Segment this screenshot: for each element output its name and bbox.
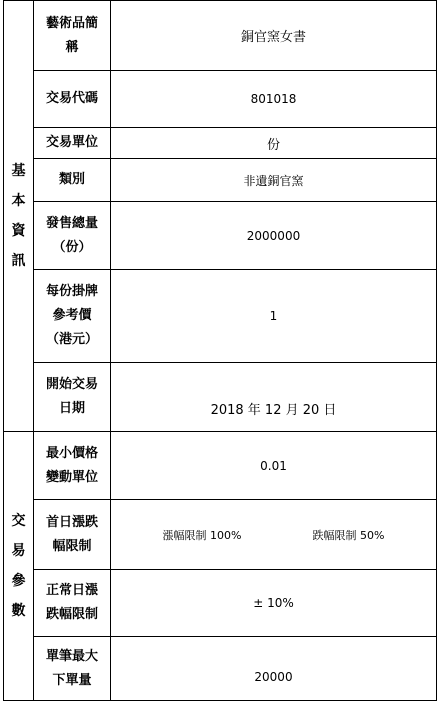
value-firstday-down: 跌幅限制 50% [312,528,385,542]
table-row [4,500,437,570]
section-char: 訊 [11,253,26,269]
value-name: 銅官窯女書 [111,1,437,71]
table-row [4,270,437,363]
table-row [4,432,437,500]
label-firstday: 首日漲跌幅限制 [34,500,111,570]
value-category: 非遺銅官窯 [111,159,437,202]
value-start: 2018 年 12 月 20 日 [111,363,437,432]
label-category: 類別 [34,159,111,202]
value-total: 2000000 [111,202,437,270]
label-price: 每份掛牌參考價（港元） [34,270,111,363]
label-unit: 交易單位 [34,128,111,159]
section-basic-info [4,1,34,432]
table-row [4,1,437,71]
value-tick: 0.01 [111,432,437,500]
label-maxorder: 單筆最大下單量 [34,637,111,701]
label-normal: 正常日漲跌幅限制 [34,570,111,637]
value-firstday-up: 漲幅限制 100% [162,528,242,542]
value-unit: 份 [111,128,437,159]
value-price: 1 [111,270,437,363]
section-char: 資 [11,223,26,239]
label-name: 藝術品簡稱 [34,1,111,71]
section-char: 參 [11,573,26,589]
table-row [4,202,437,270]
table-row [4,637,437,701]
label-tick: 最小價格變動單位 [34,432,111,500]
section-char: 易 [11,543,26,559]
product-info-table [3,0,437,701]
value-maxorder: 20000 [111,637,437,701]
section-char: 本 [11,193,26,209]
value-code: 801018 [111,71,437,128]
table-row [4,363,437,432]
table-row [4,570,437,637]
label-code: 交易代碼 [34,71,111,128]
value-normal: ± 10% [111,570,437,637]
section-char: 數 [11,603,26,619]
label-total: 發售總量（份） [34,202,111,270]
section-trade-params [4,432,34,701]
table-row [4,128,437,159]
label-start: 開始交易日期 [34,363,111,432]
table-row [4,159,437,202]
section-char: 交 [11,513,26,529]
section-char: 基 [11,163,26,179]
value-firstday [111,500,437,570]
table-row [4,71,437,128]
